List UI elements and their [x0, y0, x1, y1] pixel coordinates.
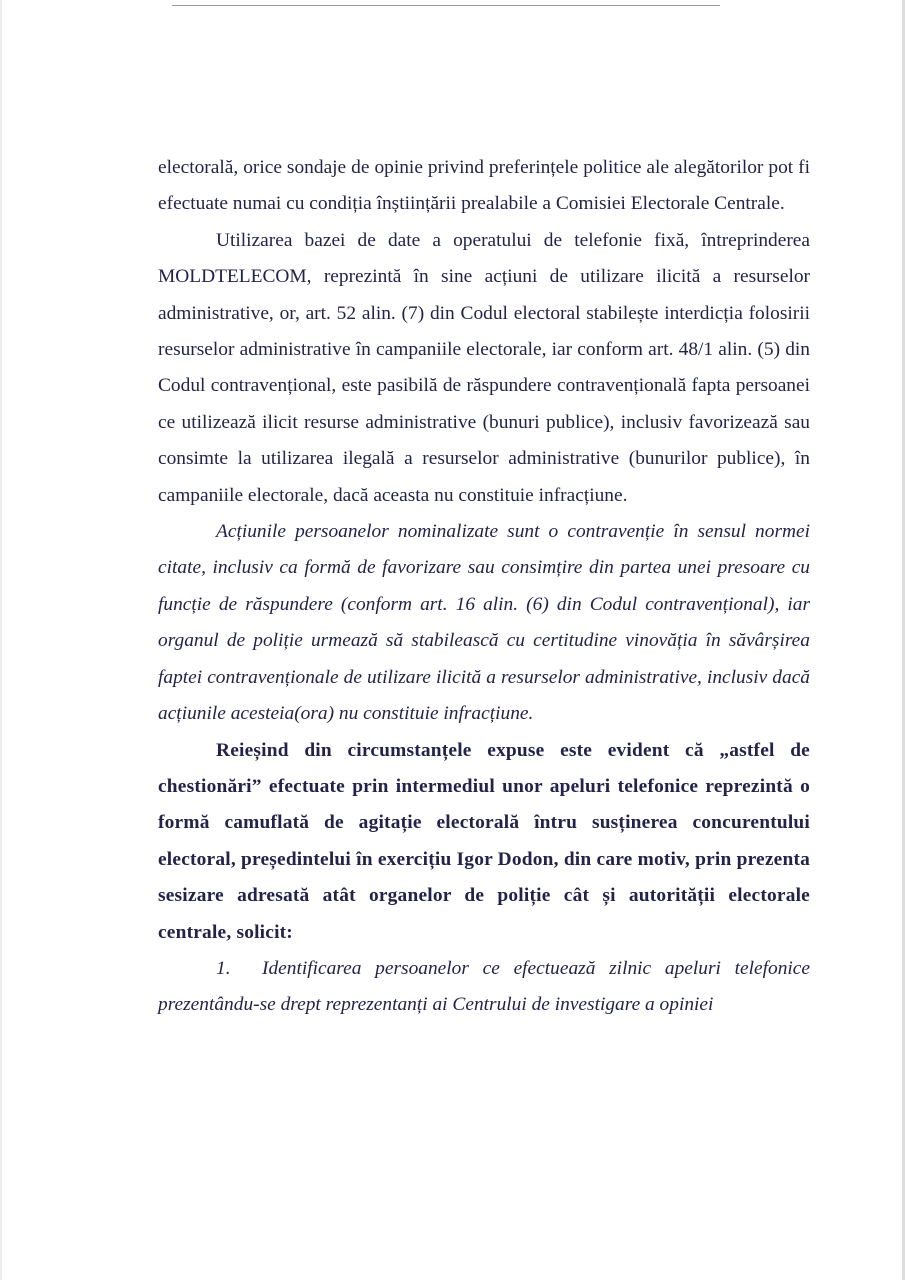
paragraph-conclusion-bold: Reieșind din circumstanțele expuse este evident că „astfel de chestionări” efectuate prin intermediul unor apeluri telefonice reprezintă o formă camuflată de agitație electorală întru susținerea concurentului electoral, președintelui în exercițiu Igor Dodon, din care motiv, prin prezenta sesizare adresată atât organelor de poliție cât și autorității electorale centrale, solicit: [158, 739, 810, 943]
list-item-text: Identificarea persoanelor ce efectuează zilnic apeluri telefonice prezentându-se drept reprezentanți ai Centrului de investigare a opiniei [158, 957, 810, 1016]
paragraph-contravention-italic: Acțiunile persoanelor nominalizate sunt o contravenție în sensul normei citate, inclusiv ca formă de favorizare sau consimțire din partea unei presoare cu funcție de răspundere (conform art. 16 alin. (6) din Codul contravențional), iar organul de poliție urmează să stabilească cu certitudine vinovăția în săvârșirea faptei contravenționale de utilizare ilicită a resurselor administrative, inclusiv dacă acțiunile acesteia(ora) nu constituie infracțiune. [158, 521, 810, 725]
request-list-item [158, 951, 810, 1024]
scan-top-border [172, 5, 720, 6]
document-body [158, 150, 810, 1024]
paragraph-moldtelecom-database: Utilizarea bazei de date a operatului de telefonie fixă, întreprinderea MOLDTELECOM, reprezintă în sine acțiuni de utilizare ilicită a resurselor administrative, or, art. 52 alin. (7) din Codul electoral stabilește interdicția folosirii resurselor administrative în campaniile electorale, iar conform art. 48/1 alin. (5) din Codul contravențional, este pasibilă de răspundere contravențională fapta persoanei ce utilizează ilicit resurse administrative (bunuri publice), inclusiv favorizează sau consimte la utilizarea ilegală a resurselor administrative (bunurilor publice), în campaniile electorale, dacă aceasta nu constituie infracțiune. [158, 229, 810, 506]
scan-left-edge [0, 0, 2, 1280]
list-item-number: 1. [216, 957, 231, 979]
paragraph-electoral-polls: electorală, orice sondaje de opinie privind preferințele politice ale alegătorilor pot fi efectuate numai cu condiția înștiințării prealabile a Comisiei Electorale Centrale. [158, 157, 810, 215]
